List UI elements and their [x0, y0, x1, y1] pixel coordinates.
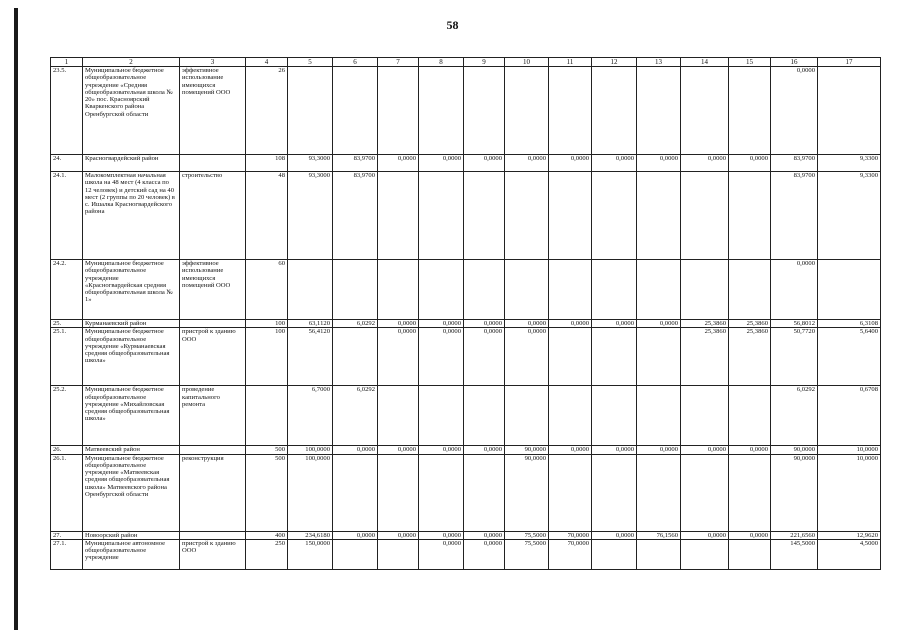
row-number-cell: 25.1. — [51, 328, 83, 386]
value-cell: 0,0000 — [464, 328, 505, 386]
value-cell — [246, 386, 288, 446]
value-cell — [378, 260, 419, 320]
value-cell: 100,0000 — [288, 446, 333, 454]
column-number-cell: 7 — [378, 58, 419, 67]
value-cell — [637, 539, 681, 569]
value-cell — [637, 172, 681, 260]
value-cell — [729, 67, 771, 155]
object-name-cell: Муниципальное бюджетное общеобразовательное учреждение «Михайловская средняя общеобразовательная школа» — [83, 386, 180, 446]
value-cell: 10,0000 — [818, 446, 881, 454]
value-cell: 0,0000 — [419, 155, 464, 172]
value-cell: 90,0000 — [771, 454, 818, 531]
row-number-cell: 24. — [51, 155, 83, 172]
value-cell — [549, 67, 592, 155]
row-number-cell: 26. — [51, 446, 83, 454]
value-cell — [378, 539, 419, 569]
value-cell — [333, 260, 378, 320]
value-cell: 0,0000 — [681, 531, 729, 539]
value-cell — [419, 454, 464, 531]
value-cell — [818, 260, 881, 320]
value-cell: 234,6180 — [288, 531, 333, 539]
left-margin-bar — [14, 8, 18, 630]
value-cell — [419, 260, 464, 320]
value-cell: 50,7720 — [771, 328, 818, 386]
value-cell — [729, 386, 771, 446]
column-number-cell: 17 — [818, 58, 881, 67]
value-cell: 25,3860 — [681, 328, 729, 386]
value-cell: 25,3860 — [681, 320, 729, 328]
value-cell — [637, 386, 681, 446]
value-cell: 83,9700 — [333, 172, 378, 260]
object-name-cell: Муниципальное бюджетное общеобразовательное учреждение «Матвеевская средняя общеобразовательная школа» Матвеевского района Оренбургской области — [83, 454, 180, 531]
value-cell: 0,0000 — [771, 67, 818, 155]
value-cell: 0,0000 — [637, 446, 681, 454]
row-number-cell: 23.5. — [51, 67, 83, 155]
column-number-cell: 1 — [51, 58, 83, 67]
column-number-cell: 12 — [592, 58, 637, 67]
table-row — [51, 260, 881, 320]
value-cell: 0,0000 — [592, 446, 637, 454]
value-cell: 6,0292 — [771, 386, 818, 446]
work-type-cell — [180, 531, 246, 539]
value-cell: 75,5000 — [505, 539, 549, 569]
table-row — [51, 531, 881, 539]
value-cell: 0,0000 — [464, 155, 505, 172]
value-cell — [681, 386, 729, 446]
value-cell — [333, 539, 378, 569]
value-cell: 63,1120 — [288, 320, 333, 328]
row-number-cell: 26.1. — [51, 454, 83, 531]
column-number-cell: 11 — [549, 58, 592, 67]
work-type-cell — [180, 446, 246, 454]
value-cell — [549, 454, 592, 531]
table-row — [51, 386, 881, 446]
value-cell — [637, 328, 681, 386]
object-name-cell: Муниципальное бюджетное общеобразовательное учреждение «Курманаевская средняя общеобразовательная школа» — [83, 328, 180, 386]
value-cell: 0,0000 — [729, 531, 771, 539]
value-cell: 56,4120 — [288, 328, 333, 386]
table-row — [51, 320, 881, 328]
value-cell — [464, 386, 505, 446]
table-row — [51, 67, 881, 155]
value-cell — [729, 260, 771, 320]
row-number-cell: 27.1. — [51, 539, 83, 569]
value-cell — [818, 67, 881, 155]
value-cell — [505, 172, 549, 260]
column-number-cell: 3 — [180, 58, 246, 67]
value-cell — [681, 539, 729, 569]
value-cell: 500 — [246, 454, 288, 531]
value-cell — [681, 260, 729, 320]
value-cell — [592, 454, 637, 531]
object-name-cell: Курманаевский район — [83, 320, 180, 328]
column-number-cell: 10 — [505, 58, 549, 67]
value-cell — [419, 67, 464, 155]
value-cell: 83,9700 — [771, 172, 818, 260]
value-cell: 83,9700 — [771, 155, 818, 172]
value-cell: 100,0000 — [288, 454, 333, 531]
value-cell: 0,0000 — [333, 446, 378, 454]
table-row — [51, 446, 881, 454]
value-cell: 0,0000 — [637, 155, 681, 172]
value-cell — [681, 454, 729, 531]
value-cell: 60 — [246, 260, 288, 320]
object-name-cell: Малокомплектная начальная школа на 48 мест (4 класса по 12 человек) и детский сад на 40 мест (2 группы по 20 человек) в с. Ишалка Красногвардейского района — [83, 172, 180, 260]
object-name-cell: Муниципальное бюджетное общеобразовательное учреждение «Красногвардейская средняя общеобразовательная школа № 1» — [83, 260, 180, 320]
value-cell: 0,0000 — [464, 531, 505, 539]
value-cell — [592, 328, 637, 386]
value-cell: 150,0000 — [288, 539, 333, 569]
value-cell: 48 — [246, 172, 288, 260]
value-cell — [419, 386, 464, 446]
value-cell: 6,7000 — [288, 386, 333, 446]
object-name-cell: Муниципальное бюджетное общеобразовательное учреждение «Средняя общеобразовательная школа № 20» пос. Красноярский Кваркенского района Оренбургской области — [83, 67, 180, 155]
value-cell: 0,0000 — [378, 155, 419, 172]
value-cell: 6,0292 — [333, 320, 378, 328]
object-name-cell: Муниципальное автономное общеобразовательное учреждение — [83, 539, 180, 569]
work-type-cell: реконструкция — [180, 454, 246, 531]
column-number-cell: 15 — [729, 58, 771, 67]
value-cell: 5,6400 — [818, 328, 881, 386]
value-cell: 76,1560 — [637, 531, 681, 539]
value-cell — [464, 172, 505, 260]
value-cell — [288, 260, 333, 320]
value-cell: 9,3300 — [818, 172, 881, 260]
value-cell: 400 — [246, 531, 288, 539]
value-cell: 0,0000 — [419, 446, 464, 454]
value-cell: 145,5000 — [771, 539, 818, 569]
value-cell: 25,3860 — [729, 320, 771, 328]
value-cell: 25,3860 — [729, 328, 771, 386]
page-number: 58 — [446, 18, 459, 32]
value-cell: 0,0000 — [771, 260, 818, 320]
object-name-cell: Новоорский район — [83, 531, 180, 539]
column-number-cell: 2 — [83, 58, 180, 67]
value-cell: 0,0000 — [505, 320, 549, 328]
value-cell: 221,6560 — [771, 531, 818, 539]
value-cell: 0,0000 — [637, 320, 681, 328]
value-cell — [729, 539, 771, 569]
column-number-cell: 9 — [464, 58, 505, 67]
column-number-cell: 13 — [637, 58, 681, 67]
value-cell: 90,0000 — [771, 446, 818, 454]
value-cell: 0,0000 — [333, 531, 378, 539]
row-number-cell: 25. — [51, 320, 83, 328]
work-type-cell: строительство — [180, 172, 246, 260]
row-number-cell: 24.1. — [51, 172, 83, 260]
value-cell — [464, 67, 505, 155]
column-number-cell: 8 — [419, 58, 464, 67]
value-cell — [592, 260, 637, 320]
value-cell — [505, 260, 549, 320]
column-number-row — [51, 58, 881, 67]
value-cell: 0,0000 — [729, 446, 771, 454]
value-cell: 0,0000 — [419, 328, 464, 386]
column-number-cell: 5 — [288, 58, 333, 67]
value-cell — [505, 67, 549, 155]
value-cell — [681, 172, 729, 260]
work-type-cell: эффективное использование имеющихся помещений ООО — [180, 67, 246, 155]
value-cell — [464, 260, 505, 320]
value-cell: 26 — [246, 67, 288, 155]
value-cell: 70,0000 — [549, 531, 592, 539]
work-type-cell: пристрой к зданию ООО — [180, 539, 246, 569]
value-cell: 0,0000 — [681, 446, 729, 454]
value-cell: 0,6708 — [818, 386, 881, 446]
value-cell — [378, 172, 419, 260]
value-cell — [288, 67, 333, 155]
value-cell: 6,3108 — [818, 320, 881, 328]
value-cell — [592, 172, 637, 260]
value-cell — [549, 386, 592, 446]
value-cell: 0,0000 — [378, 320, 419, 328]
value-cell: 93,3000 — [288, 172, 333, 260]
value-cell: 0,0000 — [464, 539, 505, 569]
value-cell: 0,0000 — [419, 320, 464, 328]
value-cell: 250 — [246, 539, 288, 569]
value-cell: 0,0000 — [549, 446, 592, 454]
value-cell: 0,0000 — [549, 320, 592, 328]
value-cell: 0,0000 — [378, 446, 419, 454]
value-cell: 0,0000 — [378, 531, 419, 539]
value-cell — [333, 67, 378, 155]
value-cell — [592, 67, 637, 155]
value-cell: 0,0000 — [419, 531, 464, 539]
value-cell — [419, 172, 464, 260]
value-cell: 100 — [246, 320, 288, 328]
value-cell — [549, 260, 592, 320]
value-cell: 0,0000 — [378, 328, 419, 386]
column-number-cell: 16 — [771, 58, 818, 67]
value-cell — [505, 386, 549, 446]
value-cell — [549, 172, 592, 260]
value-cell: 6,0292 — [333, 386, 378, 446]
work-type-cell: проведение капитального ремонта — [180, 386, 246, 446]
row-number-cell: 24.2. — [51, 260, 83, 320]
value-cell: 0,0000 — [505, 328, 549, 386]
value-cell — [681, 67, 729, 155]
value-cell — [378, 386, 419, 446]
work-type-cell: эффективное использование имеющихся помещений ООО — [180, 260, 246, 320]
value-cell — [637, 454, 681, 531]
value-cell — [729, 172, 771, 260]
column-number-cell: 4 — [246, 58, 288, 67]
table-row — [51, 539, 881, 569]
value-cell: 90,0000 — [505, 446, 549, 454]
value-cell — [592, 386, 637, 446]
value-cell: 0,0000 — [505, 155, 549, 172]
value-cell — [729, 454, 771, 531]
object-name-cell: Красногвардейский район — [83, 155, 180, 172]
value-cell: 0,0000 — [592, 320, 637, 328]
row-number-cell: 27. — [51, 531, 83, 539]
value-cell — [592, 539, 637, 569]
value-cell: 70,0000 — [549, 539, 592, 569]
value-cell — [378, 454, 419, 531]
value-cell: 0,0000 — [592, 155, 637, 172]
value-cell: 0,0000 — [549, 155, 592, 172]
value-cell — [637, 260, 681, 320]
budget-table — [50, 57, 881, 570]
value-cell — [637, 67, 681, 155]
value-cell: 0,0000 — [729, 155, 771, 172]
value-cell — [333, 454, 378, 531]
table-row — [51, 328, 881, 386]
work-type-cell — [180, 320, 246, 328]
value-cell: 100 — [246, 328, 288, 386]
table-row — [51, 155, 881, 172]
column-number-cell: 6 — [333, 58, 378, 67]
object-name-cell: Матвеевский район — [83, 446, 180, 454]
value-cell — [464, 454, 505, 531]
row-number-cell: 25.2. — [51, 386, 83, 446]
work-type-cell: пристрой к зданию ООО — [180, 328, 246, 386]
work-type-cell — [180, 155, 246, 172]
value-cell: 0,0000 — [464, 446, 505, 454]
column-number-cell: 14 — [681, 58, 729, 67]
value-cell — [549, 328, 592, 386]
value-cell: 0,0000 — [419, 539, 464, 569]
value-cell: 9,3300 — [818, 155, 881, 172]
value-cell: 56,8012 — [771, 320, 818, 328]
table-row — [51, 454, 881, 531]
value-cell: 500 — [246, 446, 288, 454]
value-cell: 0,0000 — [681, 155, 729, 172]
value-cell: 83,9700 — [333, 155, 378, 172]
value-cell — [378, 67, 419, 155]
value-cell: 75,5000 — [505, 531, 549, 539]
value-cell: 0,0000 — [592, 531, 637, 539]
value-cell: 93,3000 — [288, 155, 333, 172]
value-cell: 0,0000 — [464, 320, 505, 328]
value-cell: 108 — [246, 155, 288, 172]
value-cell: 12,9620 — [818, 531, 881, 539]
value-cell: 4,5000 — [818, 539, 881, 569]
table-row — [51, 172, 881, 260]
value-cell: 10,0000 — [818, 454, 881, 531]
value-cell: 90,0000 — [505, 454, 549, 531]
value-cell — [333, 328, 378, 386]
